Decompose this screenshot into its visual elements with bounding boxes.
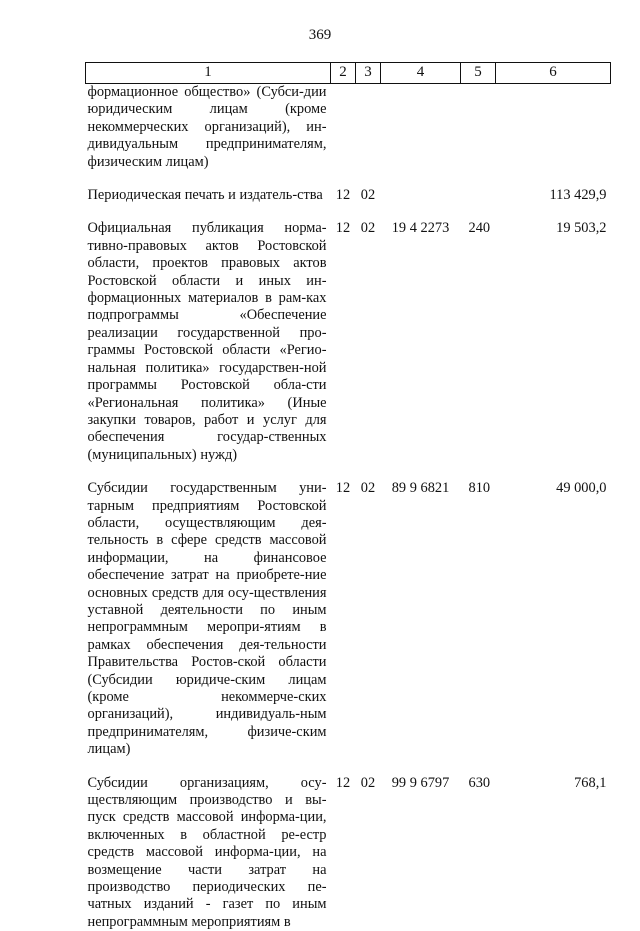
amount: 768,1: [574, 774, 607, 791]
row-description: Субсидии организациям, осу-ществляющим производство и вы-пуск средств массовой информа-ции, включенных в областной ре-естр средств массовой информа-ции, на возмещение части затрат на производство периодических пе-чатных изданий - газет по иным непрограммным мероприятиям в: [87, 774, 327, 930]
column-header: 4: [381, 63, 461, 84]
table-header-row: [86, 63, 611, 84]
target-item-code: 19 4 2273: [391, 220, 450, 237]
expense-type-code: [461, 187, 496, 220]
budget-table: [85, 62, 611, 931]
subsection-code: 02: [360, 220, 376, 237]
row-description: Периодическая печать и издатель-ства: [87, 187, 323, 204]
page-number: 369: [308, 27, 332, 43]
subsection-code: [356, 84, 381, 188]
expense-type-code: 630: [468, 774, 491, 791]
amount: 113 429,9: [549, 187, 607, 204]
column-header: 5: [461, 63, 496, 84]
table-row: [86, 220, 611, 480]
column-header: 1: [86, 63, 331, 84]
target-item-code: [381, 187, 461, 220]
amount: 19 503,2: [556, 220, 607, 237]
row-description: формационное общество» (Субси-дии юридическим лицам (кроме некоммерческих организаций), ин-дивидуальным предпринимателям, физическим лицам): [87, 84, 327, 170]
target-item-code: 99 9 6797: [391, 774, 450, 791]
table-row: [86, 775, 611, 931]
table-row: [86, 84, 611, 188]
amount: [496, 84, 611, 188]
table-row: [86, 187, 611, 220]
subsection-code: 02: [360, 187, 376, 204]
target-item-code: 89 9 6821: [391, 480, 450, 497]
table-row: [86, 480, 611, 775]
section-code: 12: [335, 220, 351, 237]
column-header: 3: [356, 63, 381, 84]
subsection-code: 02: [360, 774, 376, 791]
row-description: Официальная публикация норма-тивно-правовых актов Ростовской области, проектов правовых актов Ростовской области и иных ин-формационных материалов в рам-ках подпрограммы «Обеспечение реализации государственной про-граммы Ростовской области «Регио-нальная политика» государствен-ной программы Ростовской обла-сти «Региональная политика» (Иные закупки товаров, работ и услуг для обеспечения государ-ственных (муниципальных) нужд): [87, 220, 327, 463]
target-item-code: [381, 84, 461, 188]
section-code: [331, 84, 356, 188]
section-code: 12: [335, 187, 351, 204]
column-header: 6: [496, 63, 611, 84]
expense-type-code: 810: [468, 480, 491, 497]
subsection-code: 02: [360, 480, 376, 497]
column-header: 2: [331, 63, 356, 84]
section-code: 12: [335, 480, 351, 497]
expense-type-code: [461, 84, 496, 188]
section-code: 12: [335, 774, 351, 791]
expense-type-code: 240: [468, 220, 491, 237]
amount: 49 000,0: [556, 480, 607, 497]
row-description: Субсидии государственным уни-тарным предприятиям Ростовской области, осуществляющим дея-тельность в сфере средств массовой информации, на финансовое обеспечение затрат на приобрете-ние основных средств для осу-ществления уставной деятельности по иным непрограммным меропри-ятиям в рамках обеспечения дея-тельности Правительства Ростов-ской области (Субсидии юридиче-ским лицам (кроме некоммерче-ских организаций), индивидуаль-ным предпринимателям, физиче-ским лицам): [87, 480, 327, 758]
